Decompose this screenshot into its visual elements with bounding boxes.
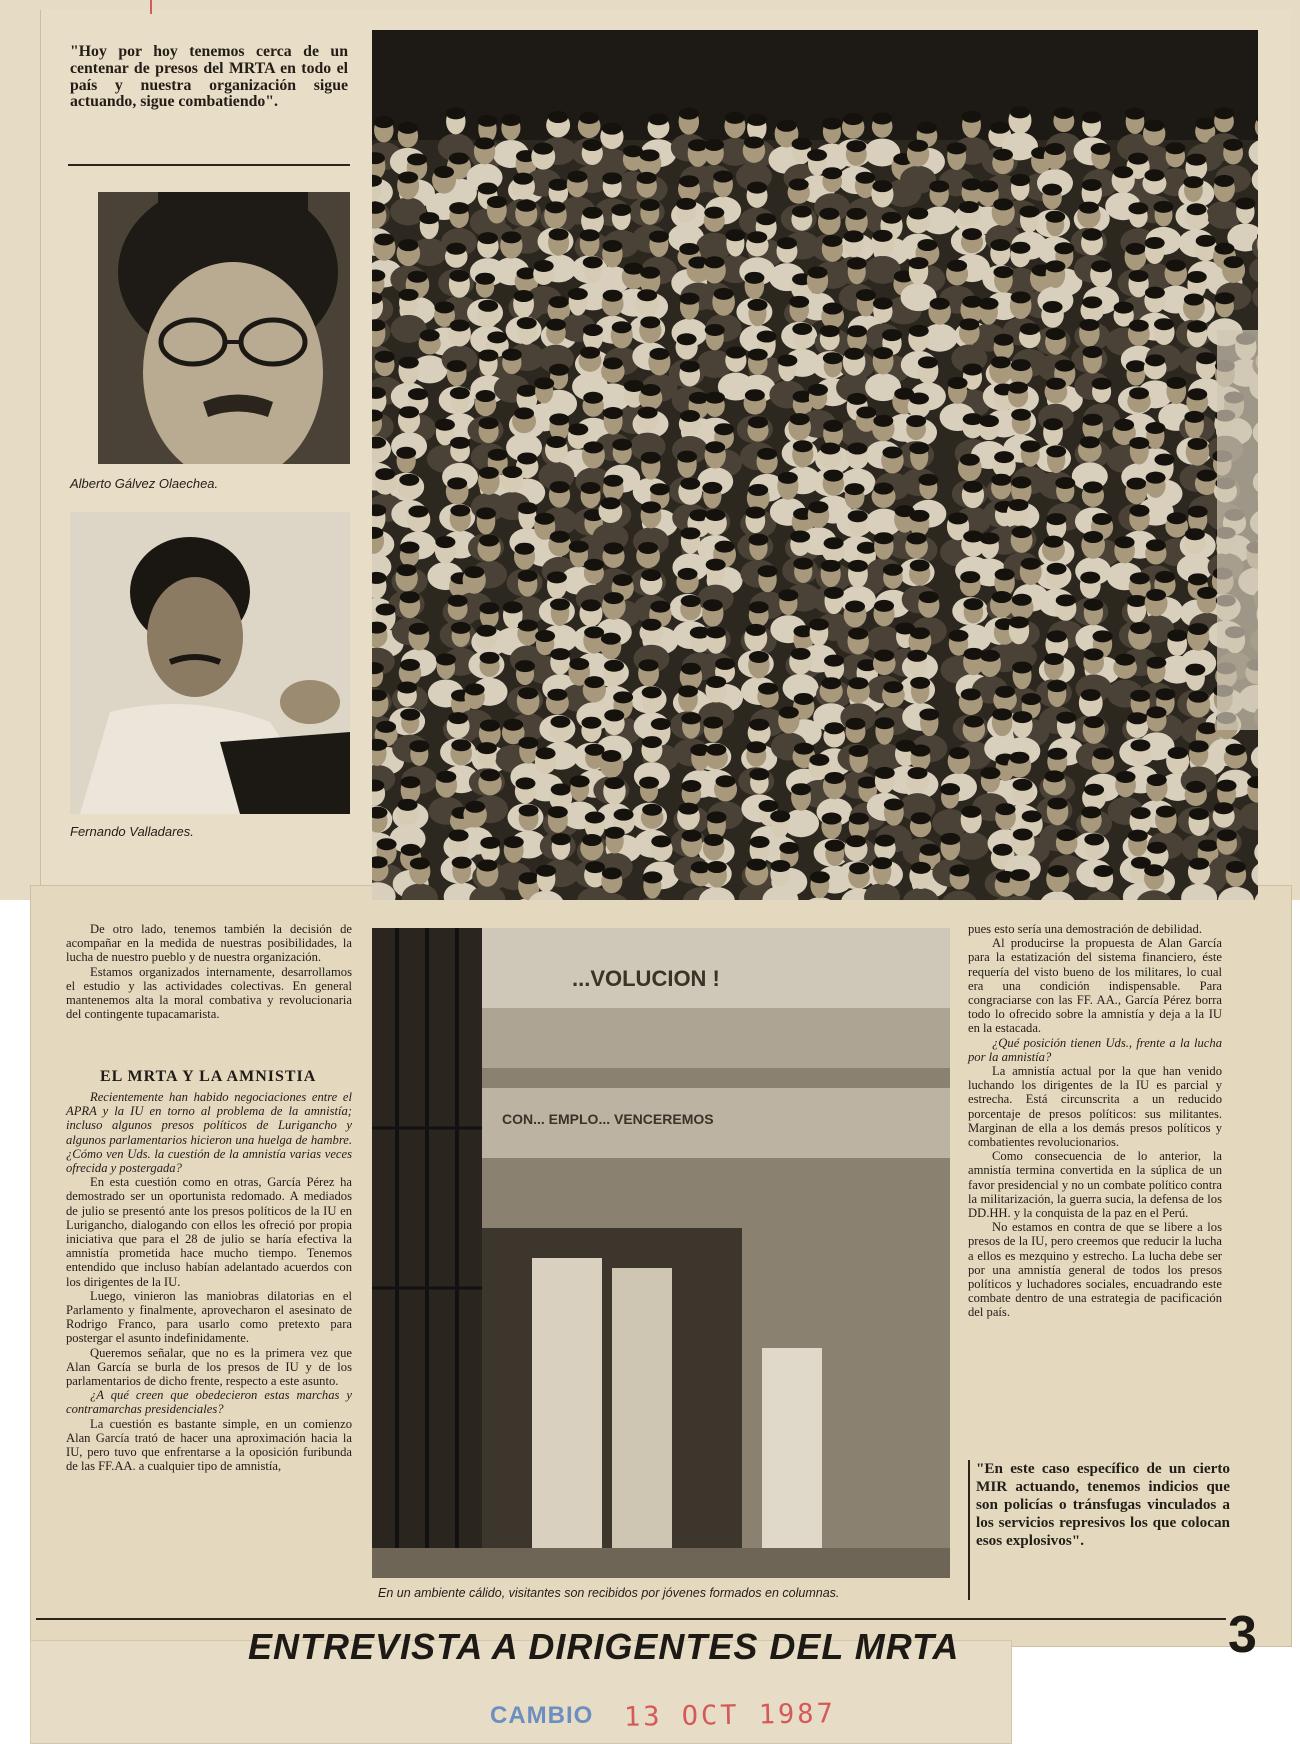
paragraph: Recientemente han habido negociaciones entre el APRA y la IU en torno al problema de la amnistía; incluso algunos presos políticos de Lurigancho y algunos parlamentarios hicieron una huelga de hambre. ¿Cómo ven Uds. la cuestión de la amnistía varias veces ofrecida y postergada? <box>66 1090 352 1175</box>
headline: ENTREVISTA A DIRIGENTES DEL MRTA <box>248 1626 959 1668</box>
red-pen-mark <box>150 0 152 14</box>
paragraph: Luego, vinieron las maniobras dilatorias en el Parlamento y finalmente, aprovecharon el asesinato de Rodrigo Franco, para usarlo como pretexto para postergar el asunto indefinidamente. <box>66 1289 352 1346</box>
paragraph: Al producirse la propuesta de Alan García para la estatización del sistema financiero, éste requería del visto bueno de los militares, lo cual era una condición indispensable. Para congraciarse con las FF. AA., García Pérez borra todo lo ofrecido sobre la amnistía y deja a la IU en la estacada. <box>968 936 1222 1035</box>
crowd-photo <box>372 30 1258 900</box>
paragraph: En esta cuestión como en otras, García Pérez ha demostrado ser un oportunista redomado. A mediados de julio se presentó ante los presos políticos de la IU en Lurigancho, dialogando con ellos les ofreció por propia iniciativa que para el 28 de julio se haría efectiva la amnistía prometida hace mucho tiempo. Tenemos entendido que incluso habían adelantado acuerdos con los dirigentes de la IU. <box>66 1175 352 1289</box>
portrait-photo-fernando <box>70 512 350 814</box>
pull-quote-rule <box>68 164 350 166</box>
portrait-photo-fernando-art <box>70 512 350 814</box>
newspaper-stamp: CAMBIO <box>490 1702 593 1730</box>
crowd-photo-art <box>372 30 1258 900</box>
article-column-1-body <box>66 1090 352 1473</box>
caption-portrait1: Alberto Gálvez Olaechea. <box>70 476 218 491</box>
article-column-1-intro <box>66 922 352 1021</box>
caption-portrait2: Fernando Valladares. <box>70 824 194 839</box>
paragraph: La cuestión es bastante simple, en un comienzo Alan García trató de hacer una aproximación hacia la IU, pero tuvo que enfrentarse a la oposición furibunda de las FF.AA. a cualquier tipo de amnistía, <box>66 1417 352 1474</box>
photo-sign-banner: ...VOLUCION ! <box>572 966 720 991</box>
caption-bottom-photo: En un ambiente cálido, visitantes son recibidos por jóvenes formados en columnas. <box>378 1586 839 1600</box>
portrait-photo-alberto <box>98 192 350 464</box>
section-heading: EL MRTA Y LA AMNISTIA <box>100 1068 316 1086</box>
paragraph: ¿Qué posición tienen Uds., frente a la lucha por la amnistía? <box>968 1036 1222 1064</box>
paragraph: Como consecuencia de lo anterior, la amnistía termina convertida en la súplica de un favor presidencial y no un combate político contra la militarización, la guerra sucia, la defensa de los DD.HH. y la conquista de la paz en el Perú. <box>968 1149 1222 1220</box>
portrait-photo-alberto-art <box>98 192 350 464</box>
handwritten-date: 13 OCT 1987 <box>624 1698 836 1733</box>
pull-quote-top: "Hoy por hoy tenemos cerca de un centenar de presos del MRTA en todo el país y nuestra organización sigue actuando, sigue combatiendo". <box>70 44 348 111</box>
headline-rule <box>36 1618 1226 1620</box>
page-number: 3 <box>1228 1605 1257 1665</box>
photo-sign-2: CON... EMPLO... VENCEREMOS <box>502 1111 714 1127</box>
article-column-3 <box>968 922 1222 1320</box>
paragraph: De otro lado, tenemos también la decisión de acompañar en la medida de nuestras posibilidades, la lucha de nuestro pueblo y de nuestra organización. <box>66 922 352 965</box>
paragraph: pues esto sería una demostración de debilidad. <box>968 922 1222 936</box>
paragraph: Queremos señalar, que no es la primera vez que Alan García se burla de los presos de IU y de los parlamentarios de dicho frente, respecto a este asunto. <box>66 1346 352 1389</box>
reception-photo-art <box>372 928 950 1578</box>
reception-photo <box>372 928 950 1578</box>
paragraph: La amnistía actual por la que han venido luchando los dirigentes de la IU es parcial y estrecha. Está circunscrita a un reducido porcentaje de presos políticos: sus militantes. Marginan de ella a los demás presos políticos y combatientes revolucionarios. <box>968 1064 1222 1149</box>
paragraph: ¿A qué creen que obedecieron estas marchas y contramarchas presidenciales? <box>66 1388 352 1416</box>
pull-quote-bottom: "En este caso específico de un cierto MIR actuando, tenemos indicios que son policías o tránsfugas vinculados a los servicios represivos los que colocan esos explosivos". <box>968 1460 1230 1600</box>
paragraph: No estamos en contra de que se libere a los presos de la IU, pero creemos que reducir la lucha a ellos es mezquino y estrecho. La lucha debe ser por una amnistía general de todos los presos políticos y luchadores sociales, encuadrando este combate dentro de una estrategia de pacificación del país. <box>968 1220 1222 1319</box>
paragraph: Estamos organizados internamente, desarrollamos el estudio y las actividades colectivas. En general mantenemos alta la moral combativa y revolucionaria del contingente tupacamarista. <box>66 965 352 1022</box>
